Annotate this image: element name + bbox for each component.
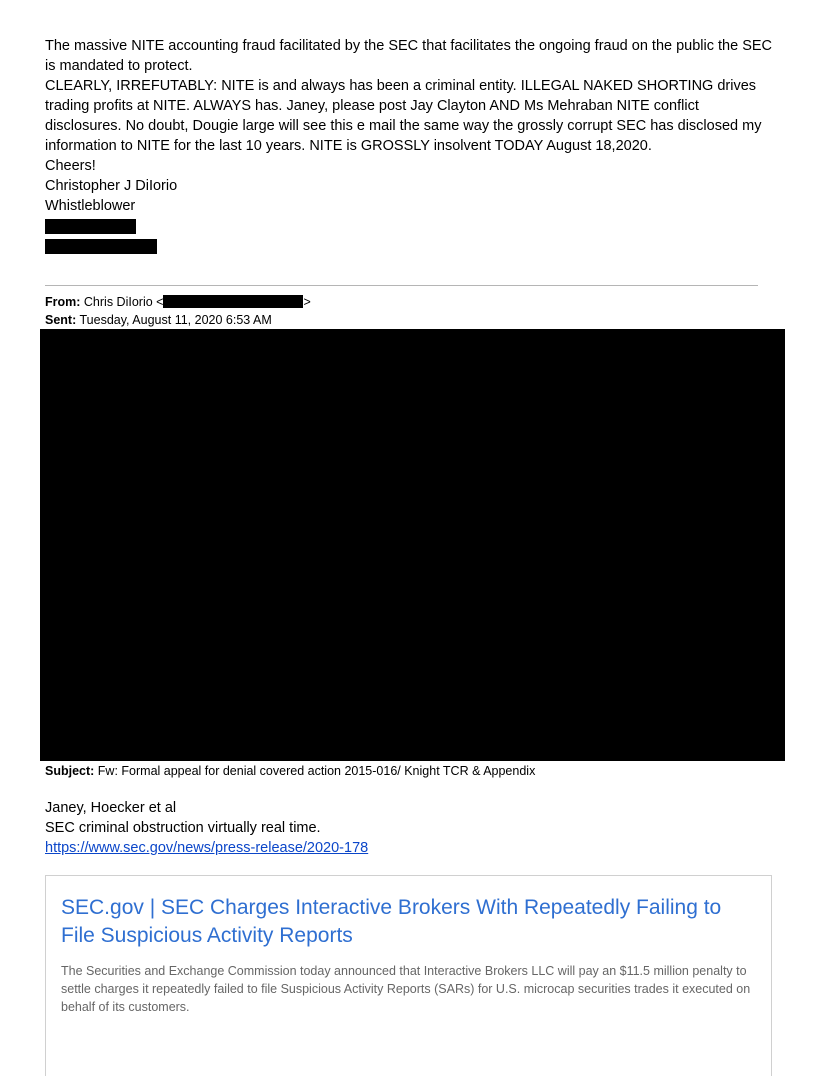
from-label: From: [45, 295, 81, 309]
sender-title: Whistleblower [45, 198, 136, 214]
sent-label: Sent: [45, 313, 77, 327]
greeting: Janey, Hoecker et al [45, 800, 177, 816]
from-value: Chris DiIorio < [83, 295, 164, 309]
link-preview-card[interactable] [45, 875, 772, 1076]
sent-value: Tuesday, August 11, 2020 6:53 AM [79, 313, 272, 327]
forwarded-message-body [45, 798, 368, 858]
large-redaction-block [40, 329, 785, 761]
sign-off: Cheers! [45, 158, 96, 174]
from-line [45, 294, 311, 310]
sent-line [45, 312, 272, 328]
subject-label: Subject: [45, 764, 95, 778]
body-line: SEC criminal obstruction virtually real time. [45, 820, 321, 836]
redaction-block [163, 295, 303, 308]
message-body [45, 36, 775, 216]
subject-line [45, 763, 535, 779]
redaction-block [45, 239, 157, 254]
link-preview-description: The Securities and Exchange Commission today announced that Interactive Brokers LLC will pay an $11.5 million penalty to settle charges it repeatedly failed to file Suspicious Activity Reports (SARs) for U.S. microcap securities trades it executed on behalf of its customers. [61, 964, 751, 1014]
from-close: > [303, 295, 311, 309]
sender-name: Christopher J DiIorio [45, 178, 178, 194]
divider [45, 285, 758, 286]
paragraph-nite-criminal: CLEARLY, IRREFUTABLY: NITE is and always has been a criminal entity. ILLEGAL NAKED SHORTING drives trading profits at NITE. ALWAYS has. Janey, please post Jay Clayton AND Ms Mehraban NITE conflict disclosures. No doubt, Dougie large will see this e mail the same way the grossly corrupt SEC has disclosed my information to NITE for the last 10 years. NITE is GROSSLY insolvent TODAY August 18,2020. [45, 78, 762, 154]
redaction-block [45, 219, 136, 234]
press-release-link[interactable]: https://www.sec.gov/news/press-release/2020-178 [45, 840, 369, 856]
link-preview-title[interactable]: SEC.gov | SEC Charges Interactive Brokers With Repeatedly Failing to File Suspicious Activity Reports [61, 896, 722, 947]
subject-value: Fw: Formal appeal for denial covered action 2015-016/ Knight TCR & Appendix [97, 764, 536, 778]
paragraph-fraud: The massive NITE accounting fraud facilitated by the SEC that facilitates the ongoing fraud on the public the SEC is mandated to protect. [45, 38, 773, 74]
